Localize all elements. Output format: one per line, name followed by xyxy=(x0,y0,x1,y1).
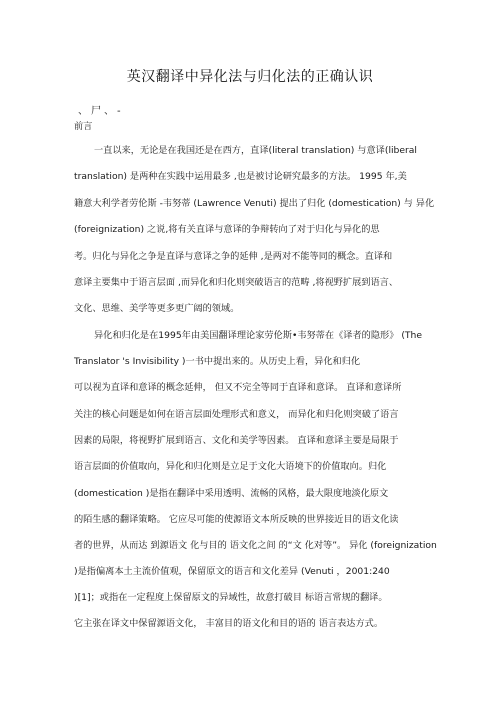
paragraph-line: 考。归化与异化之争是直译与意译之争的延伸 ,是两对不能等同的概念。直译和 xyxy=(74,251,393,262)
paragraph-line: )[1]；或指在一定程度上保留原文的异域性，故意打破目 标语言常规的翻译。 xyxy=(74,592,388,603)
section-heading: 前言 xyxy=(74,121,93,132)
paragraph-line: 它主张在译文中保留源语文化， 丰富目的语文化和目的语的 语言表达方式。 xyxy=(74,618,384,629)
paragraph-line: (domestication )是指在翻译中采用透明、流畅的风格，最大限度地淡化原文 xyxy=(74,488,389,499)
paragraph-line: 关注的核心问题是如何在语言层面处理形式和意义， 而异化和归化则突破了语言 xyxy=(74,409,399,420)
paragraph-line: 语言层面的价值取向，异化和归化则是立足于文化大语境下的价值取向。归化 xyxy=(74,461,387,472)
paragraph-line: 因素的局限，将视野扩展到语言、文化和美学等因素。 直译和意译主要是局限于 xyxy=(74,435,399,446)
paragraph-line: 籍意大利学者劳伦斯 -韦努蒂 (Lawrence Venuti) 提出了归化 (domestication) 与 异化 xyxy=(74,198,435,209)
paragraph-line: translation) 是两种在实践中运用最多 ,也是被讨论研究最多的方法。 1995 年,美 xyxy=(74,171,407,182)
paragraph-line: )是指偏离本土主流价值观，保留原文的语言和文化差异 (Venuti ，2001:240 xyxy=(74,566,390,577)
paragraph-line: 的陌生感的翻译策略。 它应尽可能的使源语文本所反映的世界接近目的语文化读 xyxy=(74,514,399,525)
paragraph-line: 者的世界，从而达 到源语文 化与目的 语文化之间 的“文 化对等”。 异化 (foreignization xyxy=(74,540,437,551)
paragraph-line: 可以视为直译和意译的概念延伸， 但又不完全等同于直译和意译。 直译和意译所 xyxy=(74,382,402,393)
paragraph-line: 一直以来，无论是在我国还是在西方，直译(literal translation) 与意译(liberal xyxy=(94,145,417,156)
paragraph-line: 意译主要集中于语言层面 ,而异化和归化则突破语言的范畴 ,将视野扩展到语言、 xyxy=(74,277,399,288)
paragraph-line: 异化和归化是在1995年由美国翻译理论家劳伦斯•韦努蒂在《译者的隐形》 (The xyxy=(94,330,423,341)
author-marks: 、尸、- xyxy=(78,106,124,117)
paragraph-line: 文化、思维、美学等更多更广阔的领域。 xyxy=(74,303,240,314)
paragraph-line: (foreignization) 之说,将有关直译与意译的争辩转向了对于归化与异化的思 xyxy=(74,224,380,235)
paragraph-line: Translator 's Invisibility )一书中提出来的。从历史上看，异化和归化 xyxy=(74,356,361,367)
document-title: 英汉翻译中异化法与归化法的正确认识 xyxy=(126,69,374,85)
